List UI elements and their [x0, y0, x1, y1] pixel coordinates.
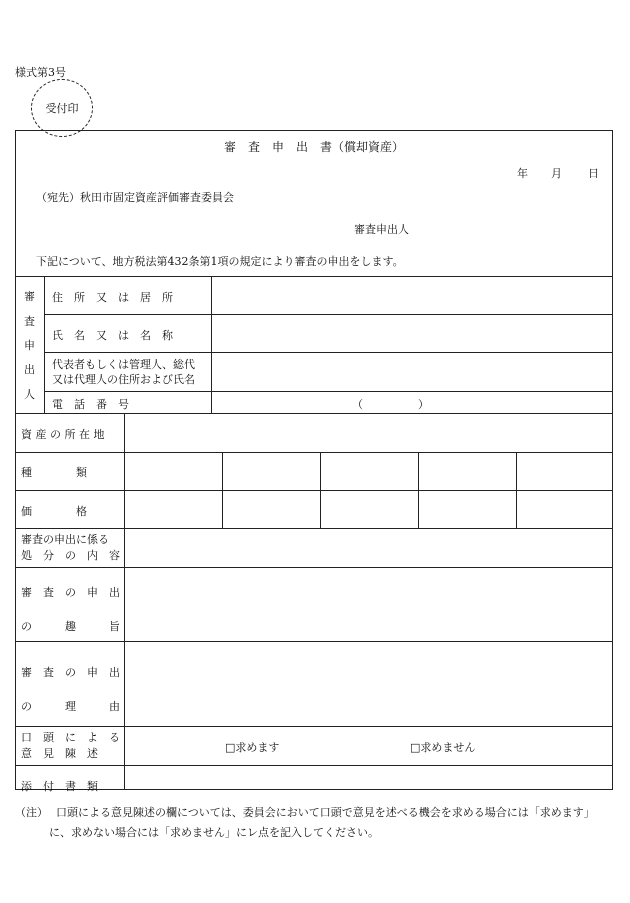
rule — [15, 765, 613, 766]
rule — [44, 352, 613, 353]
rule — [44, 314, 613, 315]
phone-paren-open: （ — [352, 398, 363, 411]
rule — [418, 452, 419, 528]
oral-line-2: 意 見 陳 述 — [21, 747, 98, 760]
rule — [44, 276, 45, 413]
addressee: （宛先）秋田市固定資産評価審査委員会 — [36, 191, 234, 204]
disposition-line-1: 審査の申出に係る — [21, 533, 109, 546]
note-label: （注） — [15, 806, 48, 819]
heading-char: 出 — [24, 363, 35, 377]
reason-line-2: の 理 由 — [21, 700, 120, 713]
rule — [516, 452, 517, 528]
rule — [15, 726, 613, 727]
heading-char: 査 — [24, 314, 35, 328]
oral-option-decline[interactable]: □求めません — [410, 741, 476, 754]
form-number: 様式第3号 — [15, 66, 66, 79]
rule — [15, 567, 613, 568]
rule — [15, 528, 613, 529]
rule — [211, 276, 212, 413]
reception-stamp-circle — [31, 79, 93, 137]
applicant-section-heading — [15, 284, 44, 406]
stamp-label: 受付印 — [45, 102, 79, 115]
rule — [15, 490, 613, 491]
rule — [15, 452, 613, 453]
representative-line-2: 又は代理人の住所および氏名 — [52, 373, 195, 386]
attachments-label: 添 付 書 類 — [21, 780, 98, 793]
reason-line-1: 審 査 の 申 出 — [21, 666, 120, 679]
oral-option-request[interactable]: □求めます — [225, 741, 280, 754]
rule — [222, 452, 223, 528]
rule — [15, 413, 613, 414]
phone-label: 電 話 番 号 — [52, 398, 129, 411]
rule — [124, 413, 125, 790]
date-year: 年 — [517, 167, 528, 180]
asset-location-label: 資 産 の 所 在 地 — [21, 428, 105, 441]
disposition-label — [21, 532, 120, 564]
statement: 下記について、地方税法第432条第1項の規定により審査の申出をします。 — [36, 255, 404, 268]
type-label: 種 類 — [21, 466, 87, 479]
note-text: 口頭による意見陳述の欄については、委員会において口頭で意見を述べる機会を求める場合には「求めます」に、求めない場合には「求めません」にレ点を記入してください。 — [49, 806, 595, 839]
address-label: 住 所 又 は 居 所 — [52, 291, 173, 304]
heading-char: 審 — [24, 290, 35, 304]
phone-paren-close: ） — [418, 398, 429, 411]
reason-label — [21, 656, 120, 724]
footnote — [15, 803, 615, 843]
applicant-label: 審査申出人 — [354, 223, 409, 236]
rule — [320, 452, 321, 528]
oral-line-1: 口 頭 に よ る — [21, 731, 120, 744]
purpose-line-2: の 趣 旨 — [21, 620, 120, 633]
date-month: 月 — [551, 167, 562, 180]
oral-statement-label — [21, 730, 120, 762]
representative-label — [52, 357, 195, 387]
rule — [15, 276, 613, 277]
price-label: 価 格 — [21, 505, 87, 518]
heading-char: 申 — [24, 338, 35, 352]
form-title: 審 査 申 出 書（償却資産） — [223, 140, 404, 154]
representative-line-1: 代表者もしくは管理人、総代 — [52, 358, 195, 371]
disposition-line-2: 処 分 の 内 容 — [21, 549, 120, 562]
purpose-line-1: 審 査 の 申 出 — [21, 586, 120, 599]
purpose-label — [21, 576, 120, 644]
date-day: 日 — [588, 167, 599, 180]
heading-char: 人 — [24, 387, 35, 401]
name-label: 氏 名 又 は 名 称 — [52, 329, 173, 342]
rule — [44, 391, 613, 392]
